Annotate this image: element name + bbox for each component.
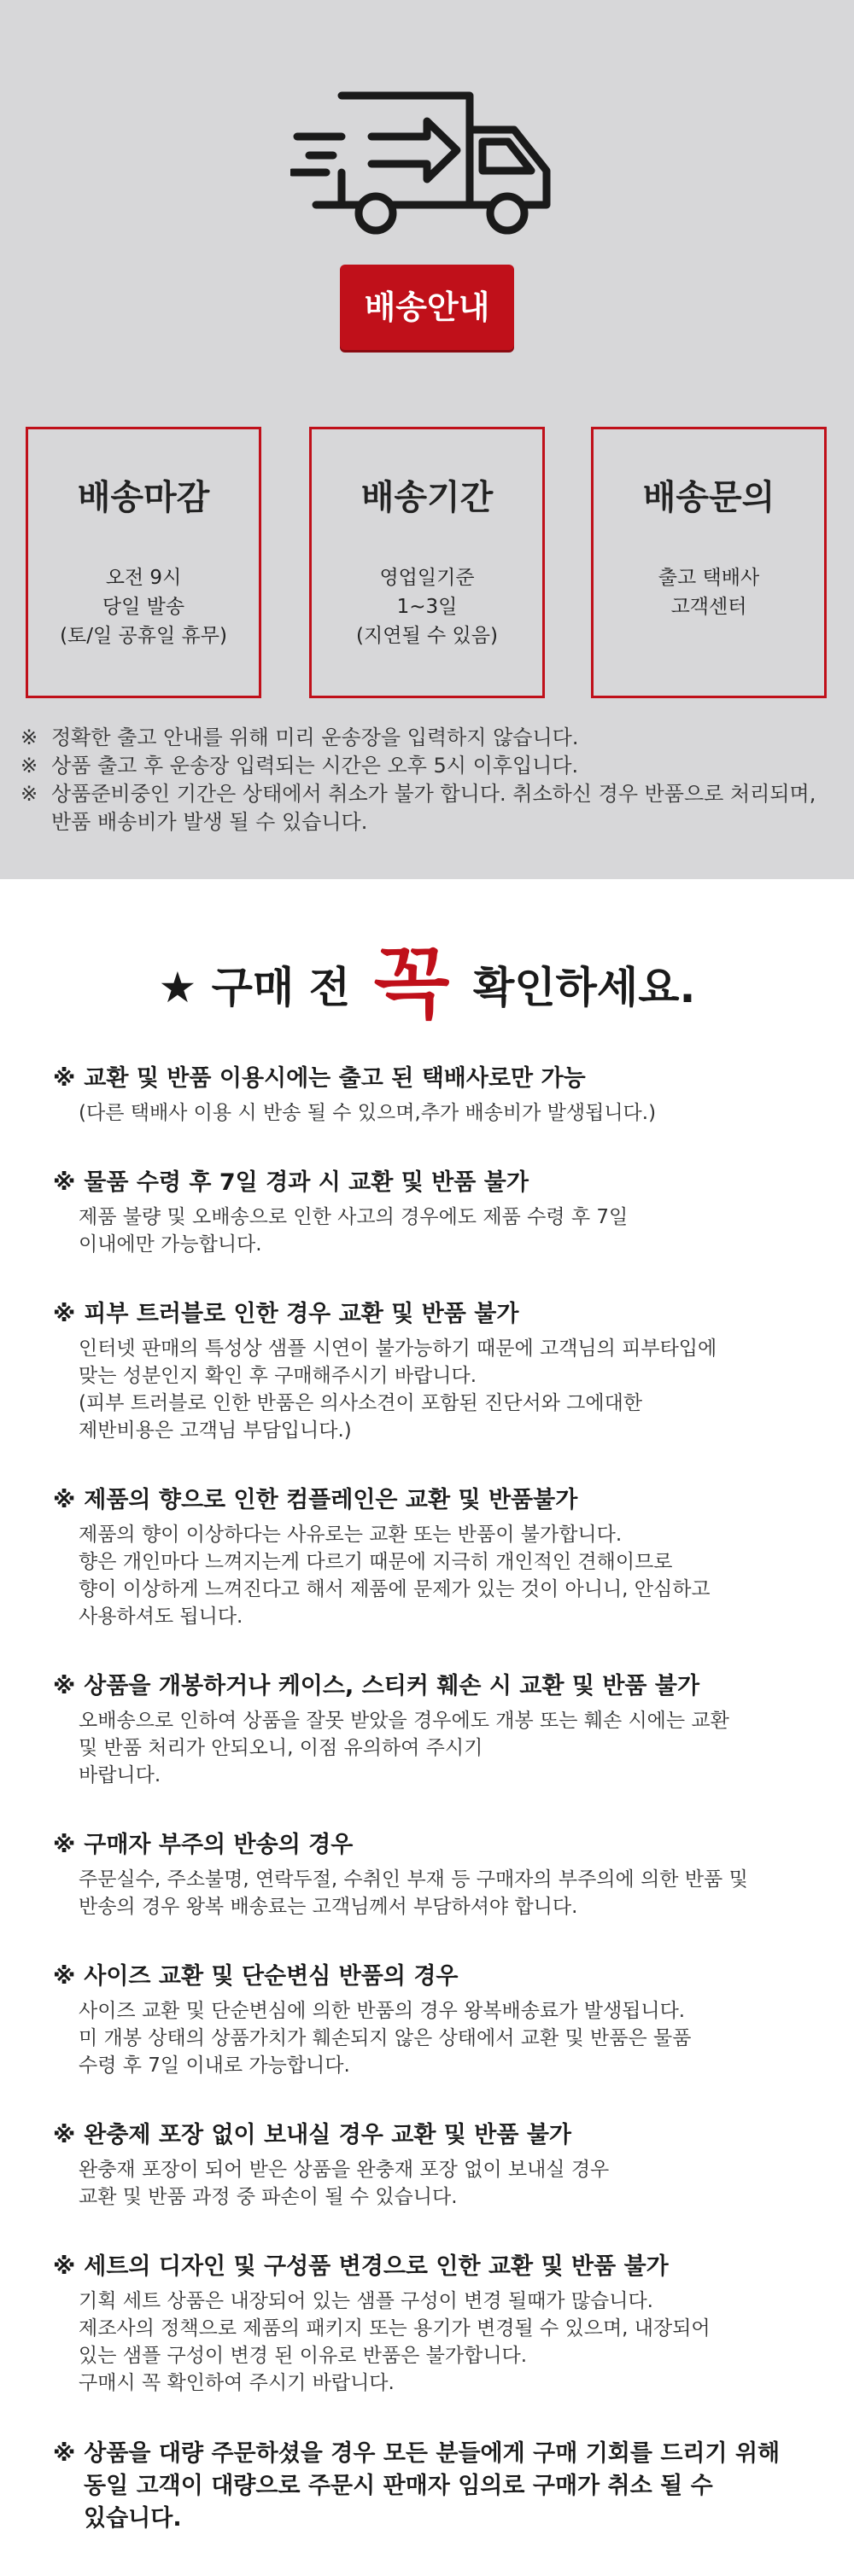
- heading-suffix: 확인하세요.: [473, 963, 696, 1012]
- policy-title: [53, 1830, 822, 1861]
- card-line: 고객센터: [670, 596, 747, 618]
- policy-line: (피부 트러블로 인한 반품은 의사소견이 포함된 진단서와 그에대한: [79, 1392, 643, 1414]
- info-card-period: [309, 427, 545, 698]
- policy-item: [53, 1064, 822, 1127]
- shipping-section: [0, 0, 854, 879]
- policy-body: [53, 1521, 822, 1630]
- policy-line: 제품 불량 및 오배송으로 인한 사고의 경우에도 제품 수령 후 7일: [79, 1206, 629, 1228]
- heading-prefix: ★ 구매 전: [158, 963, 350, 1012]
- policy-title: [53, 1961, 822, 1992]
- card-line: 1~3일: [396, 596, 458, 618]
- policy-line: 인터넷 판매의 특성상 샘플 시연이 불가능하기 때문에 고객님의 피부타입에: [79, 1338, 717, 1360]
- policy-title: [53, 1168, 822, 1198]
- policy-body: [53, 1203, 822, 1258]
- policy-item: [53, 1299, 822, 1444]
- policy-title: [53, 1485, 822, 1516]
- shipping-note: [20, 752, 834, 780]
- policy-title-text: 물품 수령 후 7일 경과 시 교환 및 반품 불가: [84, 1169, 529, 1196]
- note-text: 상품 출고 후 운송장 입력되는 시간은 오후 5시 이후입니다.: [51, 754, 579, 778]
- card-line: (지연될 수 있음): [356, 625, 498, 647]
- policy-body: [53, 1335, 822, 1444]
- reference-mark: ※: [53, 1301, 76, 1327]
- reference-mark: ※: [53, 1963, 76, 1990]
- policy-title: [53, 1671, 822, 1702]
- reference-mark: ※: [53, 1065, 76, 1092]
- policy-line: 맞는 성분인지 확인 후 구매해주시기 바랍니다.: [79, 1365, 477, 1387]
- card-title: 배송마감: [77, 478, 210, 517]
- policy-title-text: 완충제 포장 없이 보내실 경우 교환 및 반품 불가: [84, 2122, 572, 2148]
- policy-line: (다른 택배사 이용 시 반송 될 수 있으며,추가 배송비가 발생됩니다.): [79, 1102, 657, 1124]
- reference-mark: ※: [53, 1673, 76, 1699]
- bulk-order-notice: [53, 2438, 822, 2535]
- policy-title: [53, 2120, 822, 2151]
- policy-body: [53, 2156, 822, 2211]
- reference-mark: ※: [53, 2253, 76, 2280]
- policy-line: 수령 후 7일 이내로 가능합니다.: [79, 2054, 350, 2077]
- reference-mark: ※: [20, 726, 38, 749]
- policy-item: [53, 1961, 822, 2079]
- policy-line: 이내에만 가능합니다.: [79, 1233, 262, 1256]
- policy-body: [53, 1997, 822, 2079]
- policy-title: [53, 2252, 822, 2282]
- reference-mark: ※: [53, 1169, 76, 1196]
- card-title: 배송문의: [642, 478, 775, 517]
- policy-line: 및 반품 처리가 안되오니, 이점 유의하여 주시기: [79, 1737, 483, 1759]
- policy-body: [53, 2288, 822, 2397]
- card-lines: [28, 563, 259, 650]
- card-line: 오전 9시: [105, 567, 182, 589]
- check-before-purchase-heading: [0, 920, 854, 1048]
- policy-line: 사용하셔도 됩니다.: [79, 1606, 243, 1628]
- policy-body: [53, 1866, 822, 1920]
- info-card-cutoff: [26, 427, 261, 698]
- policy-title-text: 동일 고객이 대량으로 주문시 판매자 임의로 구매가 취소 될 수: [84, 2473, 713, 2499]
- policy-line: 반송의 경우 왕복 배송료는 고객님께서 부담하셔야 합니다.: [79, 1896, 578, 1918]
- note-text: 정확한 출고 안내를 위해 미리 운송장을 입력하지 않습니다.: [51, 726, 579, 749]
- reference-mark: ※: [53, 2122, 76, 2148]
- card-lines: [312, 563, 542, 650]
- policy-line: 오배송으로 인하여 상품을 잘못 받았을 경우에도 개봉 또는 훼손 시에는 교환: [79, 1710, 729, 1732]
- card-line: (토/일 공휴일 휴무): [60, 625, 227, 647]
- policy-title-text: 사이즈 교환 및 단순변심 반품의 경우: [84, 1963, 459, 1990]
- policy-line: 주문실수, 주소불명, 연락두절, 수취인 부재 등 구매자의 부주의에 의한 반품 및: [79, 1868, 748, 1891]
- policy-item: [53, 2252, 822, 2397]
- reference-mark: ※: [20, 754, 38, 778]
- card-title: 배송기간: [360, 478, 494, 517]
- policy-line: 향이 이상하게 느껴진다고 해서 제품에 문제가 있는 것이 아니니, 안심하고: [79, 1578, 711, 1600]
- policy-title: [53, 2438, 822, 2535]
- policy-body: [53, 1707, 822, 1789]
- card-line: 출고 택배사: [658, 567, 760, 589]
- policy-line: 사이즈 교환 및 단순변심에 의한 반품의 경우 왕복배송료가 발생됩니다.: [79, 2000, 686, 2022]
- shipping-guide-badge: 배송안내: [340, 265, 514, 350]
- card-line: 당일 발송: [102, 596, 185, 618]
- policy-item: [53, 1168, 822, 1258]
- policy-list: [53, 1064, 822, 2576]
- policy-line: 구매시 꼭 확인하여 주시기 바랍니다.: [79, 2372, 395, 2394]
- policy-line: 있는 샘플 구성이 변경 된 이유로 반품은 불가합니다.: [79, 2345, 528, 2367]
- policy-title-text: 상품을 개봉하거나 케이스, 스티커 훼손 시 교환 및 반품 불가: [84, 1673, 700, 1699]
- card-line: 영업일기준: [379, 567, 475, 589]
- policy-line: 제품의 향이 이상하다는 사유로는 교환 또는 반품이 불가합니다.: [79, 1524, 623, 1546]
- shipping-note: [20, 724, 834, 752]
- reference-mark: ※: [53, 2440, 76, 2467]
- card-lines: [594, 563, 824, 621]
- policy-line: 완충재 포장이 되어 받은 상품을 완충재 포장 없이 보내실 경우: [79, 2159, 610, 2181]
- policy-line: 미 개봉 상태의 상품가치가 훼손되지 않은 상태에서 교환 및 반품은 물품: [79, 2027, 692, 2049]
- policy-line: 제조사의 정책으로 제품의 패키지 또는 용기가 변경될 수 있으며, 내장되어: [79, 2317, 711, 2340]
- policy-title-text: 피부 트러블로 인한 경우 교환 및 반품 불가: [84, 1301, 519, 1327]
- policy-line: 향은 개인마다 느껴지는게 다르기 때문에 지극히 개인적인 견해이므로: [79, 1551, 673, 1573]
- policy-title-text: 있습니다.: [84, 2505, 182, 2532]
- policy-title-text: 상품을 대량 주문하셨을 경우 모든 분들에게 구매 기회를 드리기 위해: [84, 2440, 781, 2467]
- policy-item: [53, 1671, 822, 1789]
- policy-item: [53, 2120, 822, 2211]
- policy-title-text: 제품의 향으로 인한 컴플레인은 교환 및 반품불가: [84, 1487, 578, 1513]
- reference-mark: ※: [20, 782, 38, 806]
- shipping-notes: [20, 724, 834, 836]
- heading-emphasis: 꼭: [373, 938, 450, 1029]
- policy-title: [53, 1299, 822, 1330]
- reference-mark: ※: [53, 1832, 76, 1858]
- shipping-note: [20, 780, 834, 836]
- policy-item: [53, 1830, 822, 1920]
- policy-item: [53, 1485, 822, 1630]
- policy-title-text: 구매자 부주의 반송의 경우: [84, 1832, 354, 1858]
- policy-line: 기획 세트 상품은 내장되어 있는 샘플 구성이 변경 될때가 많습니다.: [79, 2290, 653, 2312]
- info-card-inquiry: [591, 427, 827, 698]
- policy-title-text: 교환 및 반품 이용시에는 출고 된 택배사로만 가능: [84, 1065, 586, 1092]
- reference-mark: ※: [53, 1487, 76, 1513]
- policy-line: 교환 및 반품 과정 중 파손이 될 수 있습니다.: [79, 2186, 458, 2208]
- policy-body: [53, 1099, 822, 1127]
- note-text: 상품준비중인 기간은 상태에서 취소가 불가 합니다. 취소하신 경우 반품으로 처리되며, 반품 배송비가 발생 될 수 있습니다.: [51, 782, 816, 834]
- policy-line: 제반비용은 고객님 부담입니다.): [79, 1419, 352, 1442]
- delivery-truck-icon: [290, 77, 564, 248]
- policy-line: 바랍니다.: [79, 1764, 161, 1786]
- policy-title: [53, 1064, 822, 1094]
- policy-title-text: 세트의 디자인 및 구성품 변경으로 인한 교환 및 반품 불가: [84, 2253, 669, 2280]
